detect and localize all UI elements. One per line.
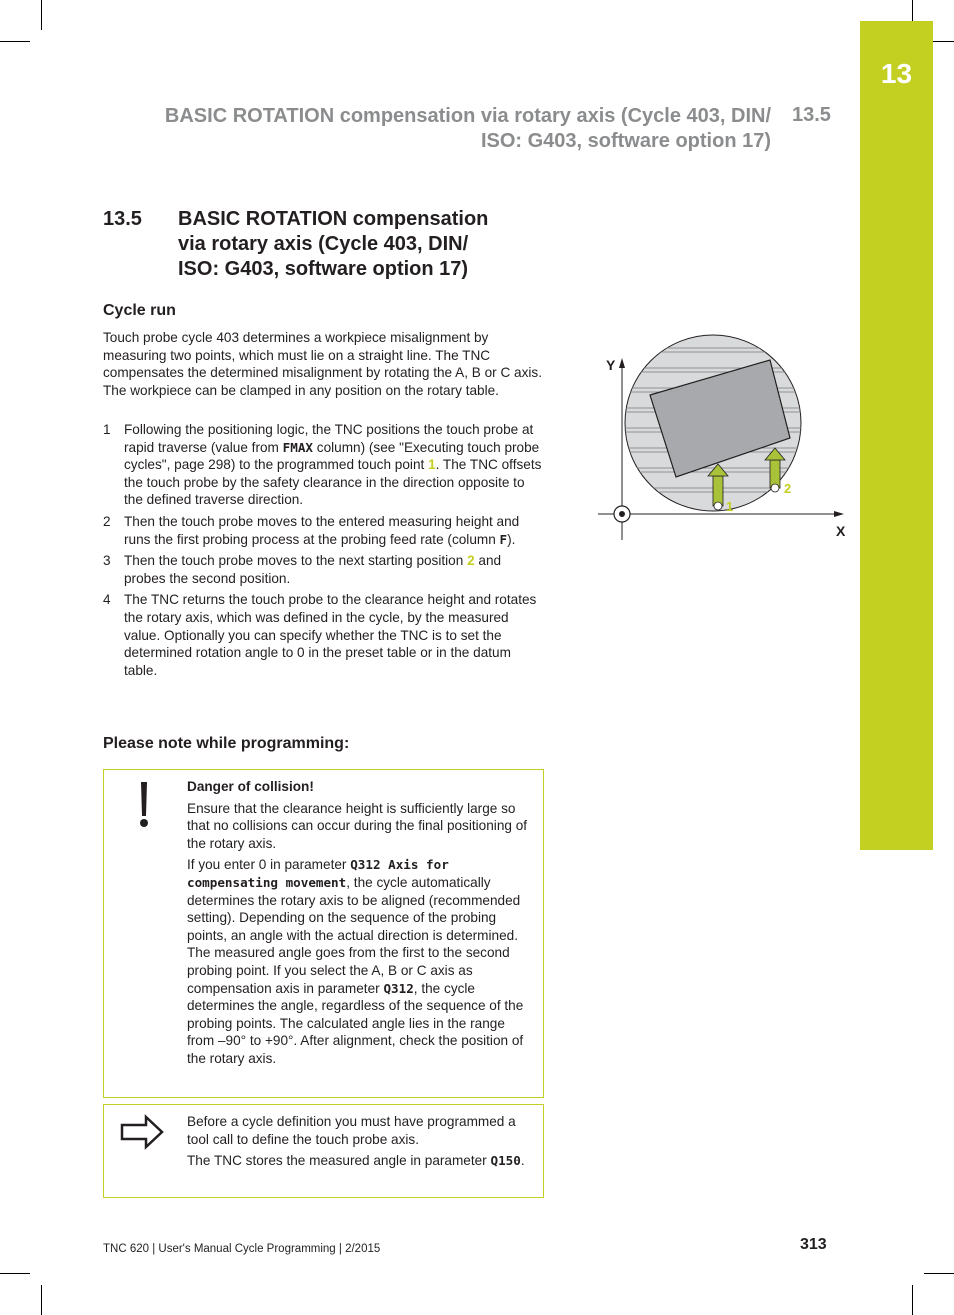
section-title-line2: via rotary axis (Cycle 403, DIN/ [178, 233, 469, 255]
code-fmax: FMAX [282, 439, 313, 455]
step-text: column) (see "Executing touch probe cycles", page 298) to the programmed touch point [124, 439, 540, 473]
danger-paragraph-1: Ensure that the clearance height is sufficiently large so that no collisions can occur during the final positioning of the rotary axis. [187, 800, 528, 851]
datum-symbol-center [619, 511, 625, 517]
crop-mark [41, 0, 42, 30]
touch-point-1 [714, 502, 722, 510]
step-text: . The TNC offsets the touch probe by the safety clearance in the direction opposite to the defined traverse direction. [124, 457, 542, 508]
code-q312-axis: Q312 Axis for compensating movement [187, 857, 449, 890]
info-paragraph-2 [187, 1152, 535, 1170]
crop-mark [0, 1273, 30, 1274]
running-header-line1: BASIC ROTATION compensation via rotary axis (Cycle 403, DIN/ [164, 105, 771, 127]
section-title [178, 207, 538, 282]
step-number: 4 [103, 592, 111, 608]
list-item [103, 591, 543, 679]
touch-point-2 [771, 484, 779, 492]
section-number: 13.5 [103, 208, 142, 230]
text-run: . [520, 1153, 525, 1169]
code-q150: Q150 [490, 1153, 521, 1169]
code-q312: Q312 [383, 980, 414, 996]
section-title-line1: BASIC ROTATION compensation [178, 208, 489, 230]
running-header-section: 13.5 [792, 104, 831, 126]
list-item [103, 421, 543, 509]
running-header-title [131, 104, 771, 154]
crop-mark [924, 1273, 954, 1274]
probe-arrow-1 [713, 476, 723, 506]
crop-mark [912, 1285, 913, 1315]
step-number: 2 [103, 513, 111, 529]
step-text: The TNC returns the touch probe to the clearance height and rotates the rotary axis, which was defined in the cycle, by the measured value. Optionally you can specify whether the TNC is to set the determined rotation angle to 0 in the preset table or in the datum table. [124, 592, 537, 678]
page-number: 313 [800, 1236, 827, 1253]
rotary-table-figure [590, 330, 860, 545]
exclamation-icon [134, 780, 154, 830]
crop-mark [0, 41, 30, 42]
y-axis-label: Y [606, 357, 616, 373]
x-axis-label: X [836, 523, 846, 539]
chapter-tab [860, 21, 933, 850]
running-header-line2: ISO: G403, software option 17) [480, 130, 771, 152]
step-number: 3 [103, 553, 111, 569]
text-run: The TNC stores the measured angle in parameter [187, 1153, 491, 1169]
section-title-line3: ISO: G403, software option 17) [178, 258, 469, 280]
crop-mark [41, 1285, 42, 1315]
point-label-1: 1 [726, 499, 734, 514]
danger-paragraph-2 [187, 856, 535, 1067]
x-axis-arrow [834, 511, 844, 517]
step-text: Then the touch probe moves to the next starting position [124, 553, 468, 569]
info-box [103, 1104, 544, 1198]
list-item [103, 513, 543, 548]
step-text: and probes the second position. [124, 553, 502, 586]
step-number: 1 [103, 422, 111, 437]
point-ref-1: 1 [428, 457, 436, 473]
code-f: F [499, 531, 508, 547]
point-label-2: 2 [784, 481, 792, 496]
arrow-right-icon [120, 1114, 164, 1150]
step-text: Following the positioning logic, the TNC positions the touch probe at rapid traverse (value from [124, 422, 534, 455]
text-run: , the cycle automatically determines the rotary axis to be aligned (recommended setting). Depending on the sequence of the probing points, an angle with the actual direction is determined. The measured angle goes from the first to the second probing point. If you select the A, B or C axis as compensation axis in parameter [187, 874, 521, 996]
y-axis-arrow [619, 358, 625, 368]
text-run: If you enter 0 in parameter [187, 857, 351, 873]
list-item [103, 552, 543, 587]
note-heading: Please note while programming: [103, 735, 350, 752]
chapter-number: 13 [880, 58, 913, 89]
text-run: , the cycle determines the angle, regardless of the sequence of the probing points. The calculated angle lies in the range from –90° to +90°. After alignment, check the position of the rotary axis. [187, 980, 524, 1066]
cycle-run-intro: Touch probe cycle 403 determines a workpiece misalignment by measuring two points, which must lie on a straight line. The TNC compensates the determined misalignment by rotating the A, B or C axis. The workpiece can be clamped in any position on the rotary table. [103, 330, 542, 398]
danger-title: Danger of collision! [187, 779, 314, 794]
info-box-text [187, 1113, 535, 1174]
step-text: ). [507, 531, 516, 547]
danger-box [103, 769, 544, 1098]
point-ref-2: 2 [467, 553, 475, 569]
danger-box-text [187, 778, 535, 1072]
cycle-run-steps [103, 421, 543, 683]
info-paragraph-1: Before a cycle definition you must have programmed a tool call to define the touch probe axis. [187, 1114, 516, 1147]
step-text: Then the touch probe moves to the entered measuring height and runs the first probing process at the probing feed rate (column [124, 513, 520, 547]
footer-text: TNC 620 | User's Manual Cycle Programming | 2/2015 [103, 1243, 381, 1255]
cycle-run-heading: Cycle run [103, 302, 176, 319]
